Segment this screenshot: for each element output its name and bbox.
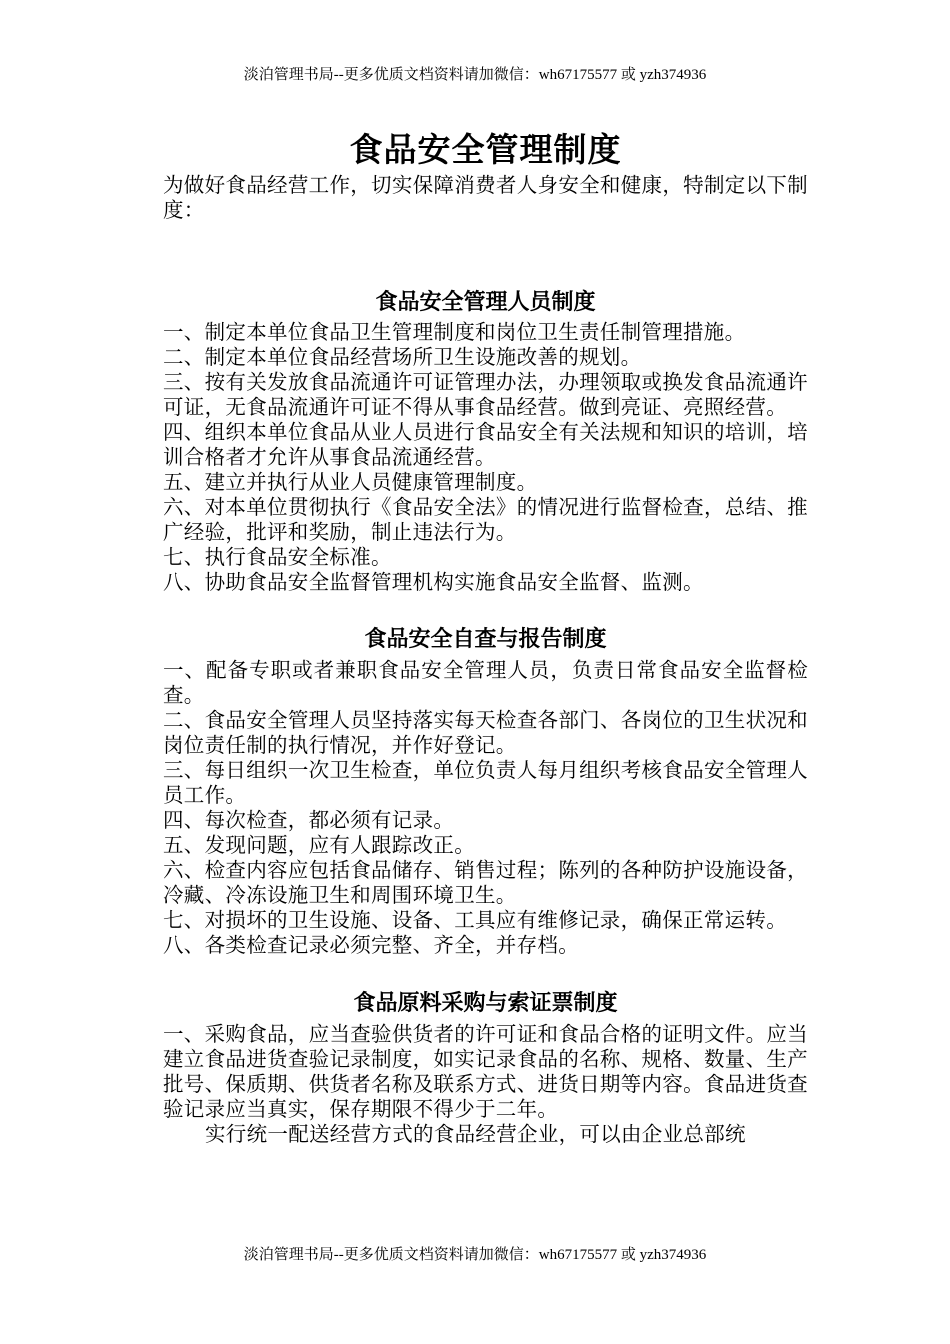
list-item: 四、组织本单位食品从业人员进行食品安全有关法规和知识的培训，培训合格者才允许从事食品流通经营。 xyxy=(163,420,808,469)
list-item: 五、发现问题，应有人跟踪改正。 xyxy=(163,833,475,857)
section-title-self-inspection: 食品安全自查与报告制度 xyxy=(364,627,607,652)
continuation-paragraph: 实行统一配送经营方式的食品经营企业，可以由企业总部统 xyxy=(205,1122,746,1146)
list-item: 八、协助食品安全监督管理机构实施食品安全监督、监测。 xyxy=(163,570,704,594)
list-item: 三、每日组织一次卫生检查，单位负责人每月组织考核食品安全管理人员工作。 xyxy=(163,758,808,807)
list-item: 一、配备专职或者兼职食品安全管理人员，负责日常食品安全监督检查。 xyxy=(163,658,808,707)
section-title-personnel: 食品安全管理人员制度 xyxy=(375,290,596,315)
list-item: 二、制定本单位食品经营场所卫生设施改善的规划。 xyxy=(163,345,642,369)
list-item: 七、执行食品安全标准。 xyxy=(163,545,392,569)
list-item: 三、按有关发放食品流通许可证管理办法，办理领取或换发食品流通许可证，无食品流通许可证不得从事食品经营。做到亮证、亮照经营。 xyxy=(163,370,808,419)
page-footer: 淡泊管理书局--更多优质文档资料请加微信：wh67175577 或 yzh374936 xyxy=(243,1247,707,1263)
list-item: 五、建立并执行从业人员健康管理制度。 xyxy=(163,470,538,494)
page-header: 淡泊管理书局--更多优质文档资料请加微信：wh67175577 或 yzh374936 xyxy=(243,67,707,83)
document-body xyxy=(163,127,808,1147)
document-title: 食品安全管理制度 xyxy=(349,130,622,169)
list-item: 二、食品安全管理人员坚持落实每天检查各部门、各岗位的卫生状况和岗位责任制的执行情况，并作好登记。 xyxy=(163,708,808,757)
list-item: 六、对本单位贯彻执行《食品安全法》的情况进行监督检查，总结、推广经验，批评和奖励，制止违法行为。 xyxy=(163,495,808,544)
list-item: 四、每次检查，都必须有记录。 xyxy=(163,808,455,832)
list-item: 一、制定本单位食品卫生管理制度和岗位卫生责任制管理措施。 xyxy=(163,320,746,344)
list-item: 八、各类检查记录必须完整、齐全，并存档。 xyxy=(163,933,579,957)
list-item: 一、采购食品，应当查验供货者的许可证和食品合格的证明文件。应当建立食品进货查验记录制度，如实记录食品的名称、规格、数量、生产批号、保质期、供货者名称及联系方式、进货日期等内容。食品进货查验记录应当真实，保存期限不得少于二年。 xyxy=(163,1022,808,1121)
section-title-procurement: 食品原料采购与索证票制度 xyxy=(353,991,618,1016)
intro-paragraph: 为做好食品经营工作，切实保障消费者人身安全和健康，特制定以下制度： xyxy=(163,173,808,222)
list-item: 七、对损坏的卫生设施、设备、工具应有维修记录，确保正常运转。 xyxy=(163,908,787,932)
list-item: 六、检查内容应包括食品储存、销售过程；陈列的各种防护设施设备，冷藏、冷冻设施卫生和周围环境卫生。 xyxy=(163,858,808,907)
